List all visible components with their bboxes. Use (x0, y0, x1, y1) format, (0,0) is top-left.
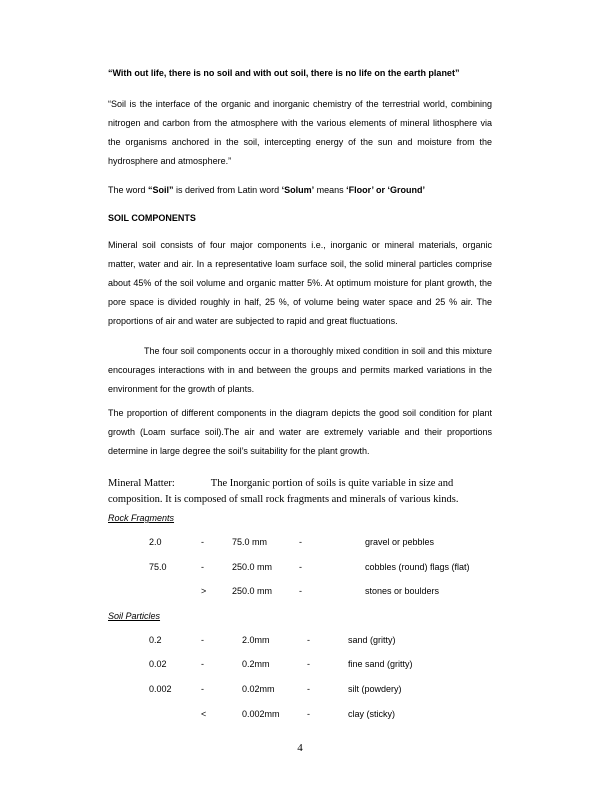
cell-name: gravel or pebbles (365, 537, 435, 547)
mineral-matter-paragraph (108, 476, 498, 508)
cell-dash: - (299, 562, 302, 572)
cell-to: 250.0 mm (232, 586, 273, 596)
cell-sep: - (201, 684, 204, 694)
cell-dash: - (307, 635, 310, 645)
cell-from: 0.02 (149, 659, 167, 669)
four-components-paragraph: The four soil components occur in a thoroughly mixed condition in soil and this mixture encourages interactions with in and between the groups and permits marked variations in the environment for the growth of plants. (108, 346, 492, 394)
table-row (0, 635, 600, 649)
table-row (0, 709, 600, 723)
rock-fragments-heading: Rock Fragments (108, 513, 175, 523)
origin-text-2: is derived from Latin word (173, 185, 282, 195)
cell-name: silt (powdery) (348, 684, 402, 694)
table-row (0, 562, 600, 576)
origin-text-1: The word (108, 185, 149, 195)
mineral-matter-label: Mineral Matter: (108, 478, 175, 489)
table-row (0, 659, 600, 673)
cell-to: 2.0mm (242, 635, 270, 645)
opening-quote: “With out life, there is no soil and with out soil, there is no life on the earth planet” (108, 68, 460, 78)
origin-solum: ‘Solum’ (281, 185, 315, 195)
soil-definition: “Soil is the interface of the organic and inorganic chemistry of the terrestrial world, combining nitrogen and carbon from the atmosphere with the various elements of mineral lithosphere via the organisms anchored in the soil, intercepting energy of the sun and moisture from the hydrosphere and atmosphere.” (108, 99, 492, 166)
soil-particles-heading: Soil Particles (108, 611, 161, 621)
page-number: 4 (297, 742, 303, 754)
mineral-matter-text: The Inorganic portion of soils is quite variable in size and composition. It is composed of small rock fragments and minerals of various kinds. (108, 478, 459, 505)
cell-sep: > (201, 586, 207, 596)
cell-to: 0.2mm (242, 659, 270, 669)
cell-dash: - (307, 709, 310, 719)
cell-dash: - (299, 537, 302, 547)
cell-name: cobbles (round) flags (flat) (365, 562, 470, 572)
cell-sep: - (201, 537, 204, 547)
cell-name: stones or boulders (365, 586, 440, 596)
word-origin (108, 181, 492, 200)
origin-floor-ground: ‘Floor’ or ‘Ground’ (346, 185, 425, 195)
cell-from: 75.0 (149, 562, 167, 572)
cell-to: 250.0 mm (232, 562, 273, 572)
cell-sep: - (201, 659, 204, 669)
section-heading: SOIL COMPONENTS (108, 213, 196, 223)
cell-from: 0.002 (149, 684, 172, 694)
cell-to: 75.0 mm (232, 537, 268, 547)
cell-sep: - (201, 635, 204, 645)
cell-name: sand (gritty) (348, 635, 396, 645)
table-row (0, 537, 600, 551)
cell-dash: - (307, 684, 310, 694)
cell-to: 0.02mm (242, 684, 275, 694)
cell-from: 2.0 (149, 537, 162, 547)
table-row (0, 586, 600, 600)
mineral-soil-paragraph: Mineral soil consists of four major components i.e., inorganic or mineral materials, organic matter, water and air. In a representative loam surface soil, the solid mineral particles comprise about 45% of the soil volume and organic matter 5%. At optimum moisture for plant growth, the pore space is divided roughly in half, 25 %, of volume being water space and 25 % air. The proportions of air and water are subjected to rapid and great fluctuations. (108, 240, 492, 326)
cell-name: clay (sticky) (348, 709, 395, 719)
cell-from: 0.2 (149, 635, 162, 645)
proportion-paragraph: The proportion of different components in the diagram depicts the good soil condition for plant growth (Loam surface soil).The air and water are extremely variable and their proportions determine in large degree the soil’s suitability for the plant growth. (108, 408, 492, 456)
cell-dash: - (307, 659, 310, 669)
origin-text-3: means (314, 185, 347, 195)
table-row (0, 684, 600, 698)
cell-sep: - (201, 562, 204, 572)
cell-dash: - (299, 586, 302, 596)
cell-name: fine sand (gritty) (348, 659, 413, 669)
cell-sep: < (201, 709, 207, 719)
cell-to: 0.002mm (242, 709, 280, 719)
origin-soil: “Soil” (148, 185, 174, 195)
